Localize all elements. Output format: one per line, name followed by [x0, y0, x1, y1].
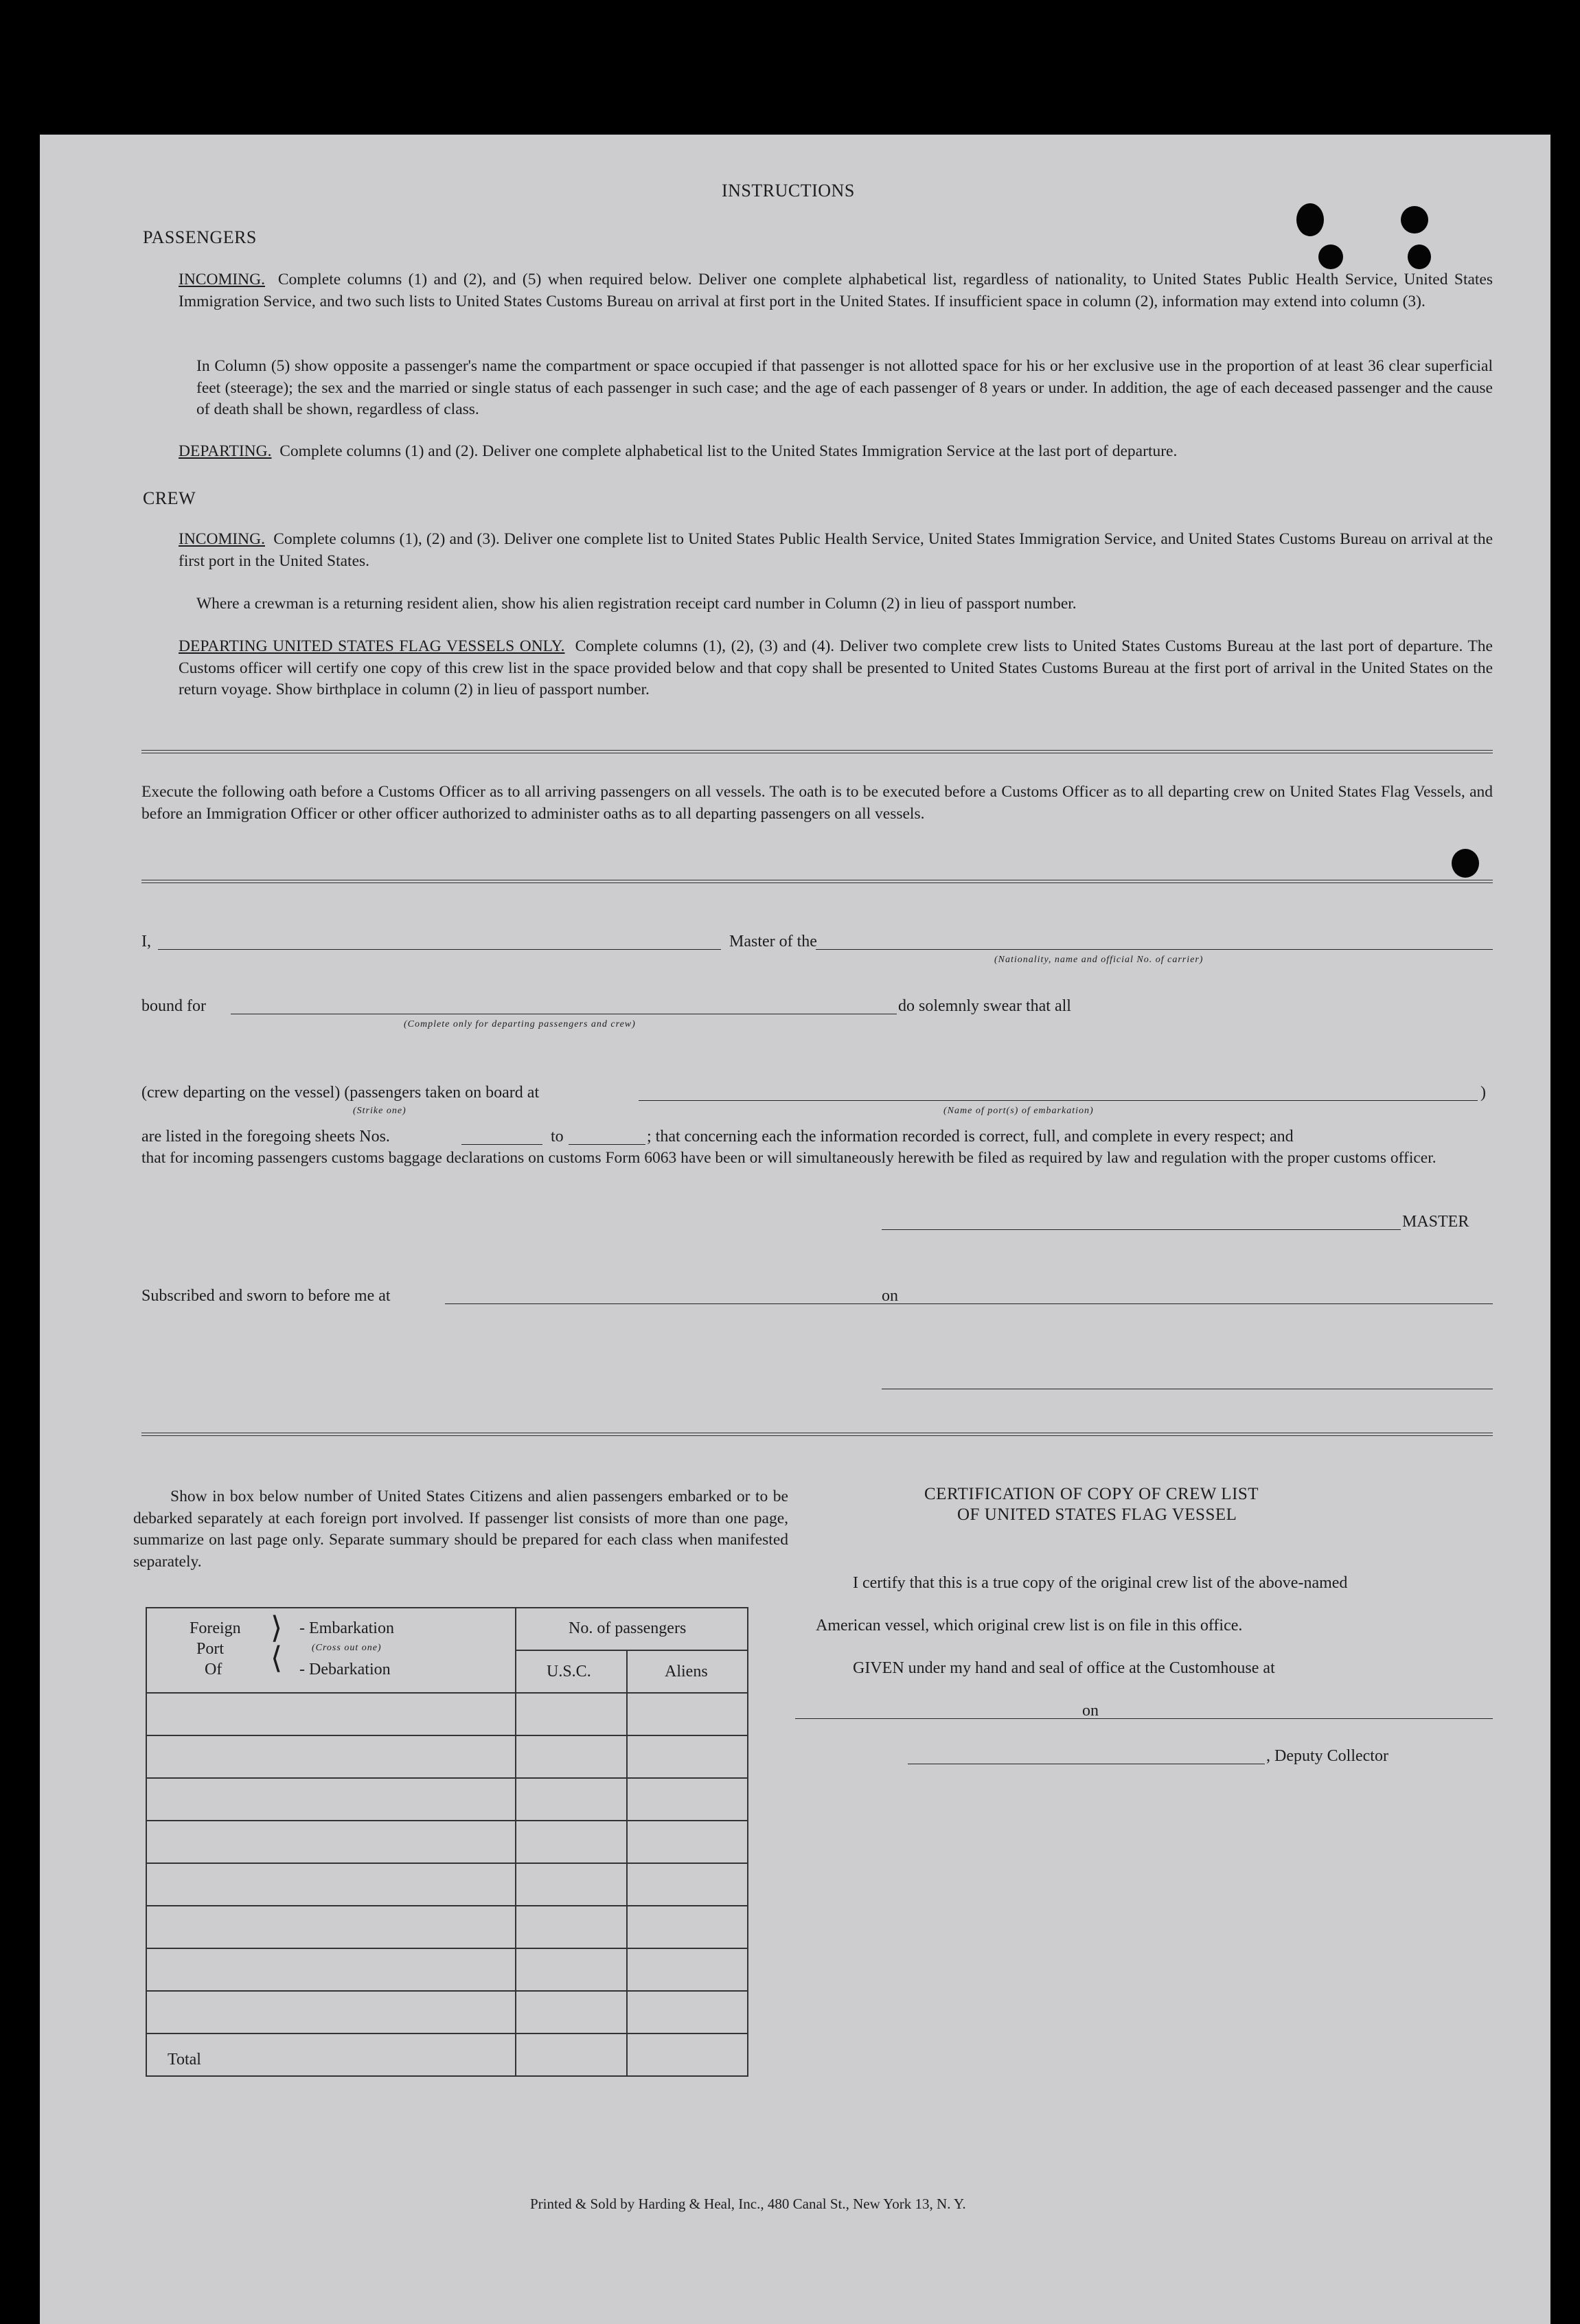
table-row: [146, 1778, 748, 1821]
oath-intro: Execute the following oath before a Customs Officer as to all arriving passengers on all vessels. The oath is to be executed before a Customs Officer as to all departing crew on United States Flag Vessels, and before an Immigration Officer or other officer authorized to administer oaths as to all departing passengers on all vessels.: [141, 783, 1493, 823]
instructions-title: INSTRUCTIONS: [722, 181, 855, 201]
aliens-cell[interactable]: [627, 1821, 748, 1863]
passengers-departing-paragraph: [179, 441, 1493, 463]
deputy-collector-label: , Deputy Collector: [1266, 1747, 1388, 1765]
port-cell[interactable]: [146, 1821, 516, 1863]
usc-cell[interactable]: [516, 1821, 627, 1863]
carrier-field[interactable]: [816, 949, 1493, 950]
port-cell[interactable]: [146, 1948, 516, 1991]
passengers-departing-text: Complete columns (1) and (2). Deliver one complete alphabetical list to the United States Immigration Service at the last port of departure.: [279, 442, 1178, 460]
passengers-column5-paragraph: In Column (5) show opposite a passenger's name the compartment or space occupied if that passenger is not allotted space for his or her exclusive use in the proportion of at least 36 clear superficial feet (steerage); the sex and the married or single status of each passenger in such case; and the age of each passenger of 8 years or under. In addition, the age of each deceased passenger and the cause of death shall be shown, regardless of class.: [196, 357, 1493, 418]
table-row: [146, 1821, 748, 1863]
summary-intro: Show in box below number of United States Citizens and alien passengers embarked or to be debarked separately at each foreign port involved. If passenger list consists of more than one page, summarize on last page only. Separate summary should be prepared for each class when manifested separately.: [133, 1488, 788, 1571]
debarkation-label: - Debarkation: [299, 1661, 391, 1678]
usc-cell[interactable]: [516, 1778, 627, 1821]
sheet-from-field[interactable]: [461, 1144, 542, 1145]
nationality-caption: (Nationality, name and official No. of carrier): [994, 955, 1204, 965]
no-passengers-header: [516, 1608, 748, 1650]
punch-hole: [1318, 244, 1343, 269]
brace-icon: ⟩: [271, 1610, 283, 1645]
strike-one-caption: (Strike one): [353, 1106, 407, 1116]
aliens-cell[interactable]: [627, 1693, 748, 1735]
form-sheet: [40, 135, 1550, 2324]
usc-cell[interactable]: [516, 1948, 627, 1991]
port-cell[interactable]: [146, 1906, 516, 1948]
aliens-cell[interactable]: [627, 1778, 748, 1821]
section-divider: [141, 750, 1493, 753]
table-row: [146, 1693, 748, 1735]
port-cell[interactable]: [146, 1863, 516, 1906]
port-cell[interactable]: [146, 1693, 516, 1735]
usc-cell[interactable]: [516, 1735, 627, 1778]
certification-on-label: on: [1082, 1702, 1099, 1720]
sworn-on-label: on: [882, 1287, 898, 1305]
listed-text-b: ; that concerning each the information recorded is correct, full, and complete in every respect; and: [647, 1128, 1294, 1146]
aliens-total-cell[interactable]: [627, 2034, 748, 2076]
usc-header: [516, 1650, 627, 1693]
passengers-incoming-label: INCOMING.: [179, 271, 265, 288]
subscribed-text: Subscribed and sworn to before me at: [141, 1287, 391, 1305]
crew-incoming-text: Complete columns (1), (2) and (3). Deliver one complete list to United States Public Health Service, United States Immigration Service, and United States Customs Bureau on arrival at the first port in the United States.: [179, 530, 1493, 570]
aliens-cell[interactable]: [627, 1991, 748, 2034]
passengers-incoming-paragraph: [179, 269, 1493, 312]
punch-hole: [1401, 206, 1428, 233]
aliens-cell[interactable]: [627, 1735, 748, 1778]
foreign-label: Foreign: [190, 1619, 241, 1637]
port-embarkation-field[interactable]: [639, 1100, 1478, 1101]
printer-footer: Printed & Sold by Harding & Heal, Inc., 480 Canal St., New York 13, N. Y.: [530, 2196, 966, 2212]
sworn-on-field[interactable]: [901, 1303, 1493, 1304]
usc-cell[interactable]: [516, 1906, 627, 1948]
sworn-at-field[interactable]: [445, 1303, 921, 1304]
listed-text-a: are listed in the foregoing sheets Nos.: [141, 1128, 390, 1146]
crew-resident-paragraph: Where a crewman is a returning resident alien, show his alien registration receipt card number in Column (2) in lieu of passport number.: [196, 595, 1077, 613]
embarkation-label: - Embarkation: [299, 1619, 394, 1637]
port-caption: (Name of port(s) of embarkation): [943, 1106, 1094, 1116]
crew-heading: CREW: [143, 488, 196, 508]
sheet-to-field[interactable]: [569, 1144, 645, 1145]
certification-title-line2: OF UNITED STATES FLAG VESSEL: [957, 1505, 1237, 1524]
crew-incoming-label: INCOMING.: [179, 530, 265, 548]
table-row: [146, 1991, 748, 2034]
passengers-incoming-text: Complete columns (1) and (2), and (5) when required below. Deliver one complete alphabetical list, regardless of nationality, to United States Public Health Service, United States Immigration Service, and two such lists to United States Customs Bureau on arrival at first port in the United States. If insufficient space in column (2), information may extend into column (3).: [179, 271, 1493, 310]
port-cell[interactable]: [146, 1735, 516, 1778]
master-of-the-label: Master of the: [729, 933, 817, 950]
crew-departing-label: DEPARTING UNITED STATES FLAG VESSELS ONLY.: [179, 637, 565, 655]
port-label: Port: [196, 1640, 225, 1658]
usc-total-cell[interactable]: [516, 2034, 627, 2076]
cross-out-caption: (Cross out one): [312, 1643, 382, 1653]
passengers-heading: PASSENGERS: [143, 227, 257, 247]
usc-cell[interactable]: [516, 1991, 627, 2034]
total-row: [146, 2034, 748, 2076]
section-divider: [141, 1433, 1493, 1436]
aliens-header: [627, 1650, 748, 1693]
certification-title-line1: CERTIFICATION OF COPY OF CREW LIST: [924, 1485, 1259, 1503]
certification-line1: I certify that this is a true copy of the original crew list of the above-named: [853, 1574, 1348, 1592]
passenger-summary-table: [146, 1607, 748, 2077]
crew-departing-text: Complete columns (1), (2), (3) and (4). Deliver two complete crew lists to United States Customs Bureau at the last port of departure. The Customs officer will certify one copy of this crew list in the space provided below and that copy shall be presented to United States Customs Bureau at the first port of arrival in the United States on the return voyage. Show birthplace in column (2) in lieu of passport number.: [179, 637, 1493, 698]
customhouse-field[interactable]: [795, 1718, 1119, 1719]
usc-cell[interactable]: [516, 1693, 627, 1735]
complete-only-caption: (Complete only for departing passengers and crew): [404, 1019, 636, 1029]
table-row: [146, 1735, 748, 1778]
master-label: MASTER: [1402, 1213, 1469, 1231]
aliens-label: Aliens: [665, 1663, 708, 1681]
crew-departing-text: (crew departing on the vessel) (passengers taken on board at: [141, 1084, 540, 1102]
usc-label: U.S.C.: [547, 1663, 591, 1681]
certification-date-field[interactable]: [1101, 1718, 1493, 1719]
table-row: [146, 1863, 748, 1906]
total-label: Total: [168, 2051, 201, 2069]
no-passengers-label: No. of passengers: [569, 1619, 687, 1637]
table-row: [146, 1948, 748, 1991]
aliens-cell[interactable]: [627, 1906, 748, 1948]
bound-for-label: bound for: [141, 997, 206, 1015]
crew-departing-paragraph: [179, 636, 1493, 701]
aliens-cell[interactable]: [627, 1863, 748, 1906]
port-cell[interactable]: [146, 1778, 516, 1821]
port-header-cell: [146, 1608, 516, 1693]
punch-hole: [1408, 244, 1431, 269]
master-name-field[interactable]: [158, 949, 721, 950]
oath-i-label: I,: [141, 933, 151, 950]
master-signature-field[interactable]: [882, 1229, 1401, 1230]
port-cell[interactable]: [146, 1991, 516, 2034]
total-label-cell: [146, 2034, 516, 2076]
of-label: Of: [205, 1661, 222, 1678]
crew-incoming-paragraph: [179, 529, 1493, 572]
certification-line2: American vessel, which original crew list is on file in this office.: [816, 1617, 1243, 1634]
close-paren: ): [1480, 1084, 1486, 1102]
listed-to-label: to: [551, 1128, 564, 1146]
swear-text: do solemnly swear that all: [898, 997, 1071, 1015]
table-row: [146, 1906, 748, 1948]
brace-icon: ⟨: [271, 1641, 283, 1676]
passengers-departing-label: DEPARTING.: [179, 442, 272, 460]
section-divider: [141, 880, 1493, 883]
certification-line3: GIVEN under my hand and seal of office at the Customhouse at: [853, 1659, 1275, 1677]
usc-cell[interactable]: [516, 1863, 627, 1906]
aliens-cell[interactable]: [627, 1948, 748, 1991]
baggage-text: that for incoming passengers customs baggage declarations on customs Form 6063 have been or will simultaneously herewith be filed as required by law and regulation with the proper customs officer.: [141, 1149, 1436, 1167]
punch-hole: [1452, 849, 1479, 878]
punch-hole: [1296, 203, 1324, 236]
